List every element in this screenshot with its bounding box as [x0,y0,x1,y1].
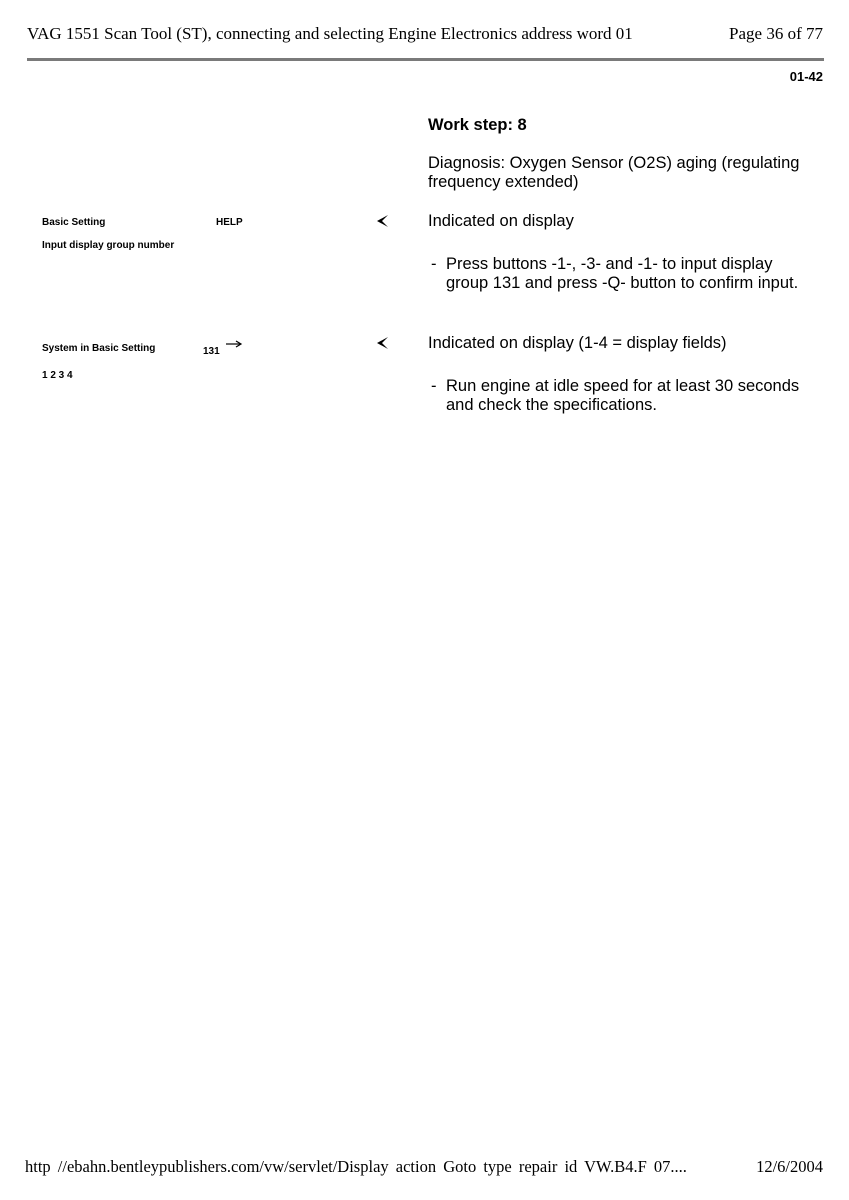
left-pointer-icon [374,213,390,229]
right-arrow-icon [224,338,244,350]
display-line1-right: 131 [203,346,220,357]
work-step-heading: Work step: 8 [428,116,527,134]
instruction-text: Run engine at idle speed for at least 30 seconds and check the specifications. [446,377,800,414]
indicated-on-display-text: Indicated on display [428,212,574,230]
footer-date: 12/6/2004 [756,1157,823,1176]
footer-url: http //ebahn.bentleypublishers.com/vw/servlet/Display action Goto type repair id VW.B4.F 07.... [25,1157,687,1176]
left-pointer-icon [374,335,390,351]
display-line1-left: System in Basic Setting [42,343,156,354]
bullet-dash: - [431,255,437,273]
display-line2: 1 2 3 4 [42,370,73,381]
display-line1-left: Basic Setting [42,217,106,228]
header-divider [27,58,824,61]
instruction-text: Press buttons -1-, -3- and -1- to input display group 131 and press -Q- button to confirm input. [446,255,799,292]
page-number: Page 36 of 77 [729,24,823,43]
display-line2: Input display group number [42,240,175,251]
indicated-on-display-text: Indicated on display (1-4 = display fields) [428,334,727,352]
diagnosis-text: Diagnosis: Oxygen Sensor (O2S) aging (regulating frequency extended) [428,154,800,191]
document-title: VAG 1551 Scan Tool (ST), connecting and selecting Engine Electronics address word 01 [27,24,633,43]
section-code: 01-42 [789,69,823,84]
display-line1-right: HELP [216,217,243,228]
bullet-dash: - [431,377,437,395]
instruction-item [431,255,811,293]
instruction-item [431,377,811,415]
